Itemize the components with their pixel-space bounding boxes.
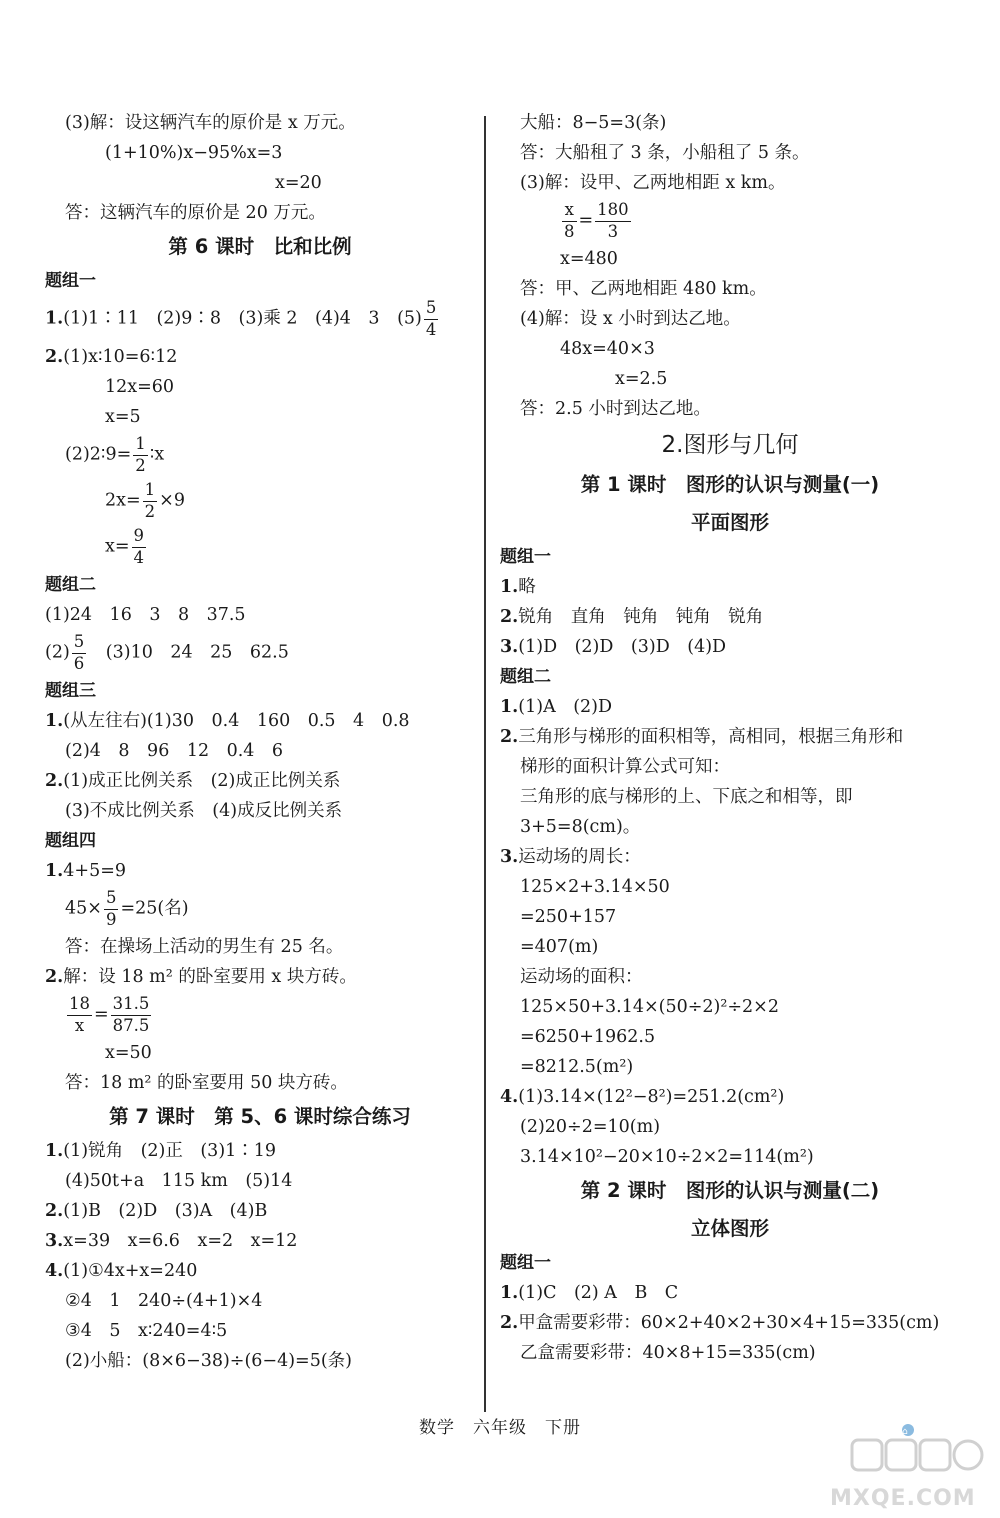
line-text: 题组二 — [45, 575, 96, 595]
watermark-logo-icon — [850, 1422, 985, 1478]
line-text: (1)D (2)D (3)D (4)D — [518, 637, 727, 657]
question-number: 1. — [500, 1283, 519, 1303]
line-text: 解：设 18 m² 的卧室要用 x 块方砖。 — [63, 967, 357, 987]
answer-line — [45, 198, 475, 228]
answer-line — [45, 856, 475, 886]
line-text: (2)4 8 96 12 0.4 6 — [65, 741, 284, 761]
question-number: 2. — [45, 347, 64, 367]
answer-line — [500, 1278, 960, 1308]
question-number: 3. — [500, 847, 519, 867]
line-text: (从左往右)(1)30 0.4 160 0.5 4 0.8 — [63, 711, 410, 731]
answer-line — [45, 1068, 475, 1098]
lesson-heading — [500, 504, 960, 542]
fraction-numerator: 180 — [595, 202, 631, 222]
line-text: ∶x — [149, 444, 165, 465]
line-text: 题组一 — [500, 547, 551, 567]
line-text: ×9 — [159, 490, 185, 511]
column-divider — [484, 116, 486, 1412]
line-text: 三角形与梯形的面积相等，高相同，根据三角形和 — [518, 727, 904, 747]
fraction — [132, 528, 147, 566]
group-heading — [500, 542, 960, 572]
fraction — [595, 202, 631, 240]
line-text: 锐角 直角 钝角 钝角 锐角 — [518, 607, 764, 627]
fraction-numerator: 5 — [424, 300, 439, 320]
line-text: x=20 — [275, 173, 322, 193]
fraction-numerator: 18 — [67, 996, 92, 1016]
fraction-denominator: 6 — [73, 653, 85, 673]
answer-line — [500, 842, 960, 872]
line-text: ③4 5 x∶240=4∶5 — [65, 1321, 228, 1341]
lesson-heading — [45, 228, 475, 266]
right-column — [500, 108, 960, 1368]
fraction-denominator: 2 — [135, 455, 146, 475]
answer-line — [45, 1196, 475, 1226]
answer-line — [500, 902, 960, 932]
fraction-denominator: 87.5 — [112, 1015, 150, 1035]
fraction-denominator: 4 — [425, 319, 437, 339]
question-number: 2. — [45, 771, 64, 791]
fraction-numerator: 9 — [132, 528, 147, 548]
line-text: 3.14×10²−20×10÷2×2=114(m²) — [520, 1147, 814, 1167]
question-number: 4. — [500, 1087, 519, 1107]
line-text: (3)解：设甲、乙两地相距 x km。 — [520, 173, 786, 193]
group-heading — [500, 662, 960, 692]
answer-line — [500, 962, 960, 992]
line-text: (2)小船：(8×6−38)÷(6−4)=5(条) — [65, 1351, 353, 1371]
line-text: 答：在操场上活动的男生有 25 名。 — [65, 937, 344, 957]
answer-line — [45, 992, 475, 1038]
answer-line — [500, 722, 960, 752]
line-text: 运动场的面积： — [520, 967, 643, 987]
answer-line — [500, 782, 960, 812]
question-number: 2. — [500, 727, 519, 747]
question-number: 3. — [500, 637, 519, 657]
line-text: x=5 — [105, 407, 141, 427]
answer-line — [45, 1256, 475, 1286]
question-number: 2. — [500, 1313, 519, 1333]
group-heading — [45, 676, 475, 706]
group-heading — [500, 1248, 960, 1278]
answer-line — [45, 372, 475, 402]
fraction — [562, 202, 577, 240]
answer-line — [45, 1038, 475, 1068]
answer-line — [45, 296, 475, 342]
line-text: 125×2+3.14×50 — [520, 877, 670, 897]
question-number: 2. — [45, 1201, 64, 1221]
fraction-numerator: 31.5 — [111, 996, 152, 1016]
line-text: 题组二 — [500, 667, 551, 687]
answer-line — [45, 1136, 475, 1166]
line-text: =250+157 — [520, 907, 617, 927]
line-text: 45× — [65, 898, 102, 919]
fraction-denominator: 9 — [105, 909, 117, 929]
fraction-numerator: 1 — [143, 482, 158, 502]
fraction — [143, 482, 158, 520]
answer-line — [500, 1022, 960, 1052]
question-number: 4. — [45, 1261, 64, 1281]
line-text: x=2.5 — [615, 369, 668, 389]
answer-line — [500, 364, 960, 394]
line-text: 第 6 课时 比和比例 — [168, 235, 352, 258]
answer-line — [500, 198, 960, 244]
answer-line — [500, 1142, 960, 1172]
line-text: 题组一 — [500, 1253, 551, 1273]
answer-line — [45, 962, 475, 992]
question-number: 1. — [500, 697, 519, 717]
line-text: (1)①4x+x=240 — [63, 1261, 198, 1281]
line-text: (1)3.14×(12²−8²)=251.2(cm²) — [518, 1087, 785, 1107]
line-text: =25(名) — [120, 898, 189, 919]
question-number: 1. — [500, 577, 519, 597]
line-text: 乙盒需要彩带：40×8+15=335(cm) — [520, 1343, 816, 1363]
line-text: 4+5=9 — [63, 861, 127, 881]
line-text: 略 — [518, 577, 536, 597]
group-heading — [45, 266, 475, 296]
fraction — [67, 996, 92, 1034]
fraction — [72, 634, 87, 672]
fraction-denominator: 2 — [144, 501, 156, 521]
answer-line — [500, 304, 960, 334]
line-text: 48x=40×3 — [560, 339, 655, 359]
answer-line — [500, 1112, 960, 1142]
fraction-denominator: 4 — [133, 547, 145, 567]
lesson-heading — [45, 1098, 475, 1136]
line-text: (1+10%)x−95%x=3 — [105, 143, 283, 163]
watermark-text: MXQE.COM — [830, 1486, 976, 1511]
answer-line — [45, 108, 475, 138]
chapter-heading — [500, 424, 960, 466]
line-text: 平面图形 — [690, 511, 769, 534]
line-text: 答：甲、乙两地相距 480 km。 — [520, 279, 767, 299]
answer-line — [45, 138, 475, 168]
line-text: 第 7 课时 第 5、6 课时综合练习 — [109, 1105, 411, 1128]
answer-line — [45, 886, 475, 932]
fraction — [424, 300, 439, 338]
line-text: (1)B (2)D (3)A (4)B — [63, 1201, 268, 1221]
line-text: (2) — [45, 642, 70, 663]
line-text: 答：2.5 小时到达乙地。 — [520, 399, 711, 419]
line-text: =407(m) — [520, 937, 599, 957]
line-text: (3)不成比例关系 (4)成反比例关系 — [65, 801, 343, 821]
lesson-heading — [500, 466, 960, 504]
answer-line — [45, 932, 475, 962]
answer-line — [45, 1346, 475, 1376]
answer-line — [45, 1286, 475, 1316]
lesson-heading — [500, 1210, 960, 1248]
answer-line — [500, 394, 960, 424]
answer-line — [500, 1308, 960, 1338]
line-text: 三角形的底与梯形的上、下底之和相等，即 — [520, 787, 853, 807]
answer-line — [500, 244, 960, 274]
question-number: 1. — [45, 861, 64, 881]
answer-line — [45, 402, 475, 432]
group-heading — [45, 570, 475, 600]
line-text: x=50 — [105, 1043, 152, 1063]
answer-line — [45, 1166, 475, 1196]
answer-line — [45, 796, 475, 826]
answer-line — [45, 524, 475, 570]
line-text: = — [578, 210, 594, 231]
line-text: 题组四 — [45, 831, 96, 851]
answer-line — [500, 1052, 960, 1082]
line-text: 2.图形与几何 — [661, 432, 799, 458]
answer-line — [500, 138, 960, 168]
line-text: 立体图形 — [690, 1217, 769, 1240]
question-number: 1. — [45, 711, 64, 731]
question-number: 3. — [45, 1231, 64, 1251]
fraction-numerator: 5 — [104, 890, 119, 910]
fraction-numerator: 5 — [72, 634, 87, 654]
line-text: =6250+1962.5 — [520, 1027, 656, 1047]
question-number: 2. — [45, 967, 64, 987]
answer-line — [45, 630, 475, 676]
answer-line — [500, 168, 960, 198]
line-text: 答：大船租了 3 条，小船租了 5 条。 — [520, 143, 810, 163]
fraction-denominator: 3 — [607, 221, 619, 241]
line-text: x=39 x=6.6 x=2 x=12 — [63, 1231, 298, 1251]
line-text: 125×50+3.14×(50÷2)²÷2×2 — [520, 997, 779, 1017]
answer-line — [500, 602, 960, 632]
fraction — [133, 436, 148, 474]
line-text: (2)2∶9= — [65, 444, 132, 465]
fraction-numerator: 1 — [133, 436, 148, 456]
line-text: 答：这辆汽车的原价是 20 万元。 — [65, 203, 326, 223]
line-text: (1)成正比例关系 (2)成正比例关系 — [63, 771, 341, 791]
line-text: (1)锐角 (2)正 (3)1∶19 — [63, 1141, 277, 1161]
question-number: 1. — [45, 1141, 64, 1161]
answer-line — [45, 1316, 475, 1346]
answer-line — [500, 692, 960, 722]
group-heading — [45, 826, 475, 856]
line-text: (3)10 24 25 62.5 — [88, 642, 289, 663]
fraction — [111, 996, 152, 1034]
line-text: 12x=60 — [105, 377, 175, 397]
line-text: = — [94, 1004, 109, 1025]
line-text: 甲盒需要彩带：60×2+40×2+30×4+15=335(cm) — [518, 1313, 940, 1333]
line-text: =8212.5(m²) — [520, 1057, 634, 1077]
line-text: 第 2 课时 图形的认识与测量(二) — [580, 1179, 880, 1202]
line-text: 题组三 — [45, 681, 96, 701]
answer-line — [500, 1082, 960, 1112]
answer-line — [45, 432, 475, 478]
question-number: 1. — [45, 308, 64, 329]
answer-line — [500, 108, 960, 138]
line-text: 答：18 m² 的卧室要用 50 块方砖。 — [65, 1073, 348, 1093]
line-text: 第 1 课时 图形的认识与测量(一) — [580, 473, 880, 496]
svg-text:⌂: ⌂ — [902, 1427, 908, 1437]
line-text: (2)20÷2=10(m) — [520, 1117, 661, 1137]
line-text: x=480 — [560, 249, 618, 269]
answer-line — [45, 706, 475, 736]
answer-line — [45, 766, 475, 796]
answer-line — [500, 632, 960, 662]
line-text: (1)x∶10=6∶12 — [63, 347, 178, 367]
line-text: (1)24 16 3 8 37.5 — [45, 605, 246, 625]
answer-line — [45, 168, 475, 198]
answer-line — [45, 600, 475, 630]
answer-line — [45, 478, 475, 524]
answer-line — [45, 736, 475, 766]
answer-line — [500, 932, 960, 962]
page-footer: 数学 六年级 下册 — [419, 1418, 581, 1438]
line-text: (4)解：设 x 小时到达乙地。 — [520, 309, 741, 329]
fraction-numerator: x — [562, 202, 577, 222]
fraction-denominator: x — [74, 1015, 85, 1035]
lesson-heading — [500, 1172, 960, 1210]
line-text: 题组一 — [45, 271, 96, 291]
line-text: (3)解：设这辆汽车的原价是 x 万元。 — [65, 113, 356, 133]
answer-line — [500, 1338, 960, 1368]
line-text: ②4 1 240÷(4+1)×4 — [65, 1291, 263, 1311]
line-text: (1)A (2)D — [518, 697, 613, 717]
question-number: 2. — [500, 607, 519, 627]
line-text: x= — [105, 536, 130, 557]
answer-line — [45, 1226, 475, 1256]
line-text: 3+5=8(cm)。 — [520, 817, 641, 837]
answer-line — [500, 334, 960, 364]
answer-line — [500, 572, 960, 602]
left-column — [45, 108, 475, 1376]
answer-line — [500, 992, 960, 1022]
fraction — [104, 890, 119, 928]
line-text: (4)50t+a 115 km (5)14 — [65, 1171, 293, 1191]
line-text: 2x= — [105, 490, 141, 511]
line-text: (1)C (2) A B C — [518, 1283, 679, 1303]
line-text: (1)1∶11 (2)9∶8 (3)乘 2 (4)4 3 (5) — [63, 308, 422, 329]
answer-line — [500, 872, 960, 902]
line-text: 梯形的面积计算公式可知： — [520, 757, 730, 777]
answer-line — [45, 342, 475, 372]
line-text: 运动场的周长： — [518, 847, 641, 867]
answer-line — [500, 752, 960, 782]
answer-line — [500, 274, 960, 304]
answer-line — [500, 812, 960, 842]
fraction-denominator: 8 — [564, 221, 575, 241]
line-text: 大船：8−5=3(条) — [520, 113, 667, 133]
